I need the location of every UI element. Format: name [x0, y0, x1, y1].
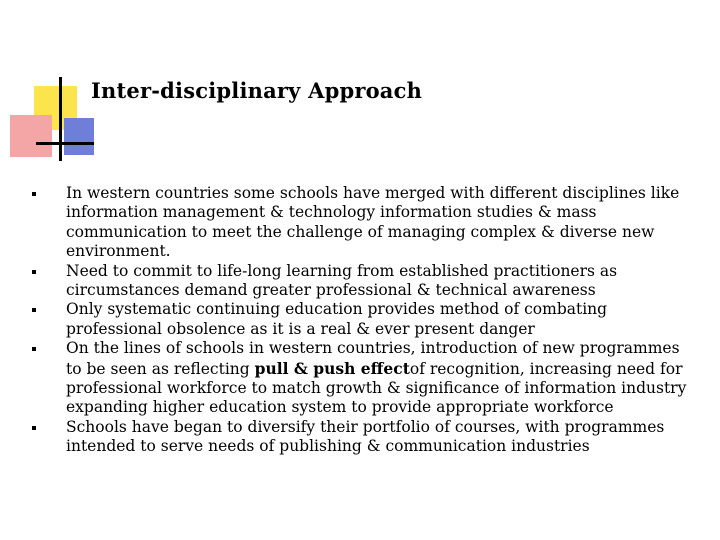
bullet-text: Need to commit to life-long learning from established practitioners as circumstances demand greater professional & technical awareness [66, 261, 618, 300]
bullet-text: Only systematic continuing education provides method of combating professional obsolence as it is a real & ever present danger [66, 300, 608, 338]
bullet-text: Schools have began to diversify their portfolio of courses, with programmes intended to serve needs of publishing & communication industries [66, 417, 665, 456]
bullet-item [30, 300, 700, 339]
bullet-text-end: of recognition, increasing need for professional workforce to match growth & significance of information industry expanding higher education system to provide appropriate workforce [66, 359, 687, 417]
bullet-item [30, 184, 700, 262]
bullet-bold-phrase: pull & push effect [254, 358, 410, 378]
bullet-text-start: On the lines of schools in western countries, introduction of new programmes to be seen as reflecting [66, 339, 680, 378]
bullet-text: In western countries some schools have merged with different disciplines like information management & technology information studies & mass communication to meet the challenge of managing complex & diverse new environment. [66, 184, 680, 261]
slide-title: Inter-disciplinary Approach [91, 78, 423, 103]
bullet-square-icon [32, 192, 36, 196]
bullet-square-icon [32, 270, 36, 274]
title-ornament-red-square [10, 115, 52, 157]
bullet-list [30, 184, 700, 457]
bullet-square-icon [32, 426, 36, 430]
title-ornament-blue-square [64, 118, 94, 155]
bullet-item [30, 262, 700, 301]
bullet-item [30, 339, 700, 418]
title-ornament-vertical-line [59, 77, 62, 161]
bullet-square-icon [32, 308, 36, 312]
title-ornament-horizontal-line [36, 142, 94, 145]
bullet-square-icon [32, 347, 36, 351]
bullet-item [30, 418, 700, 457]
